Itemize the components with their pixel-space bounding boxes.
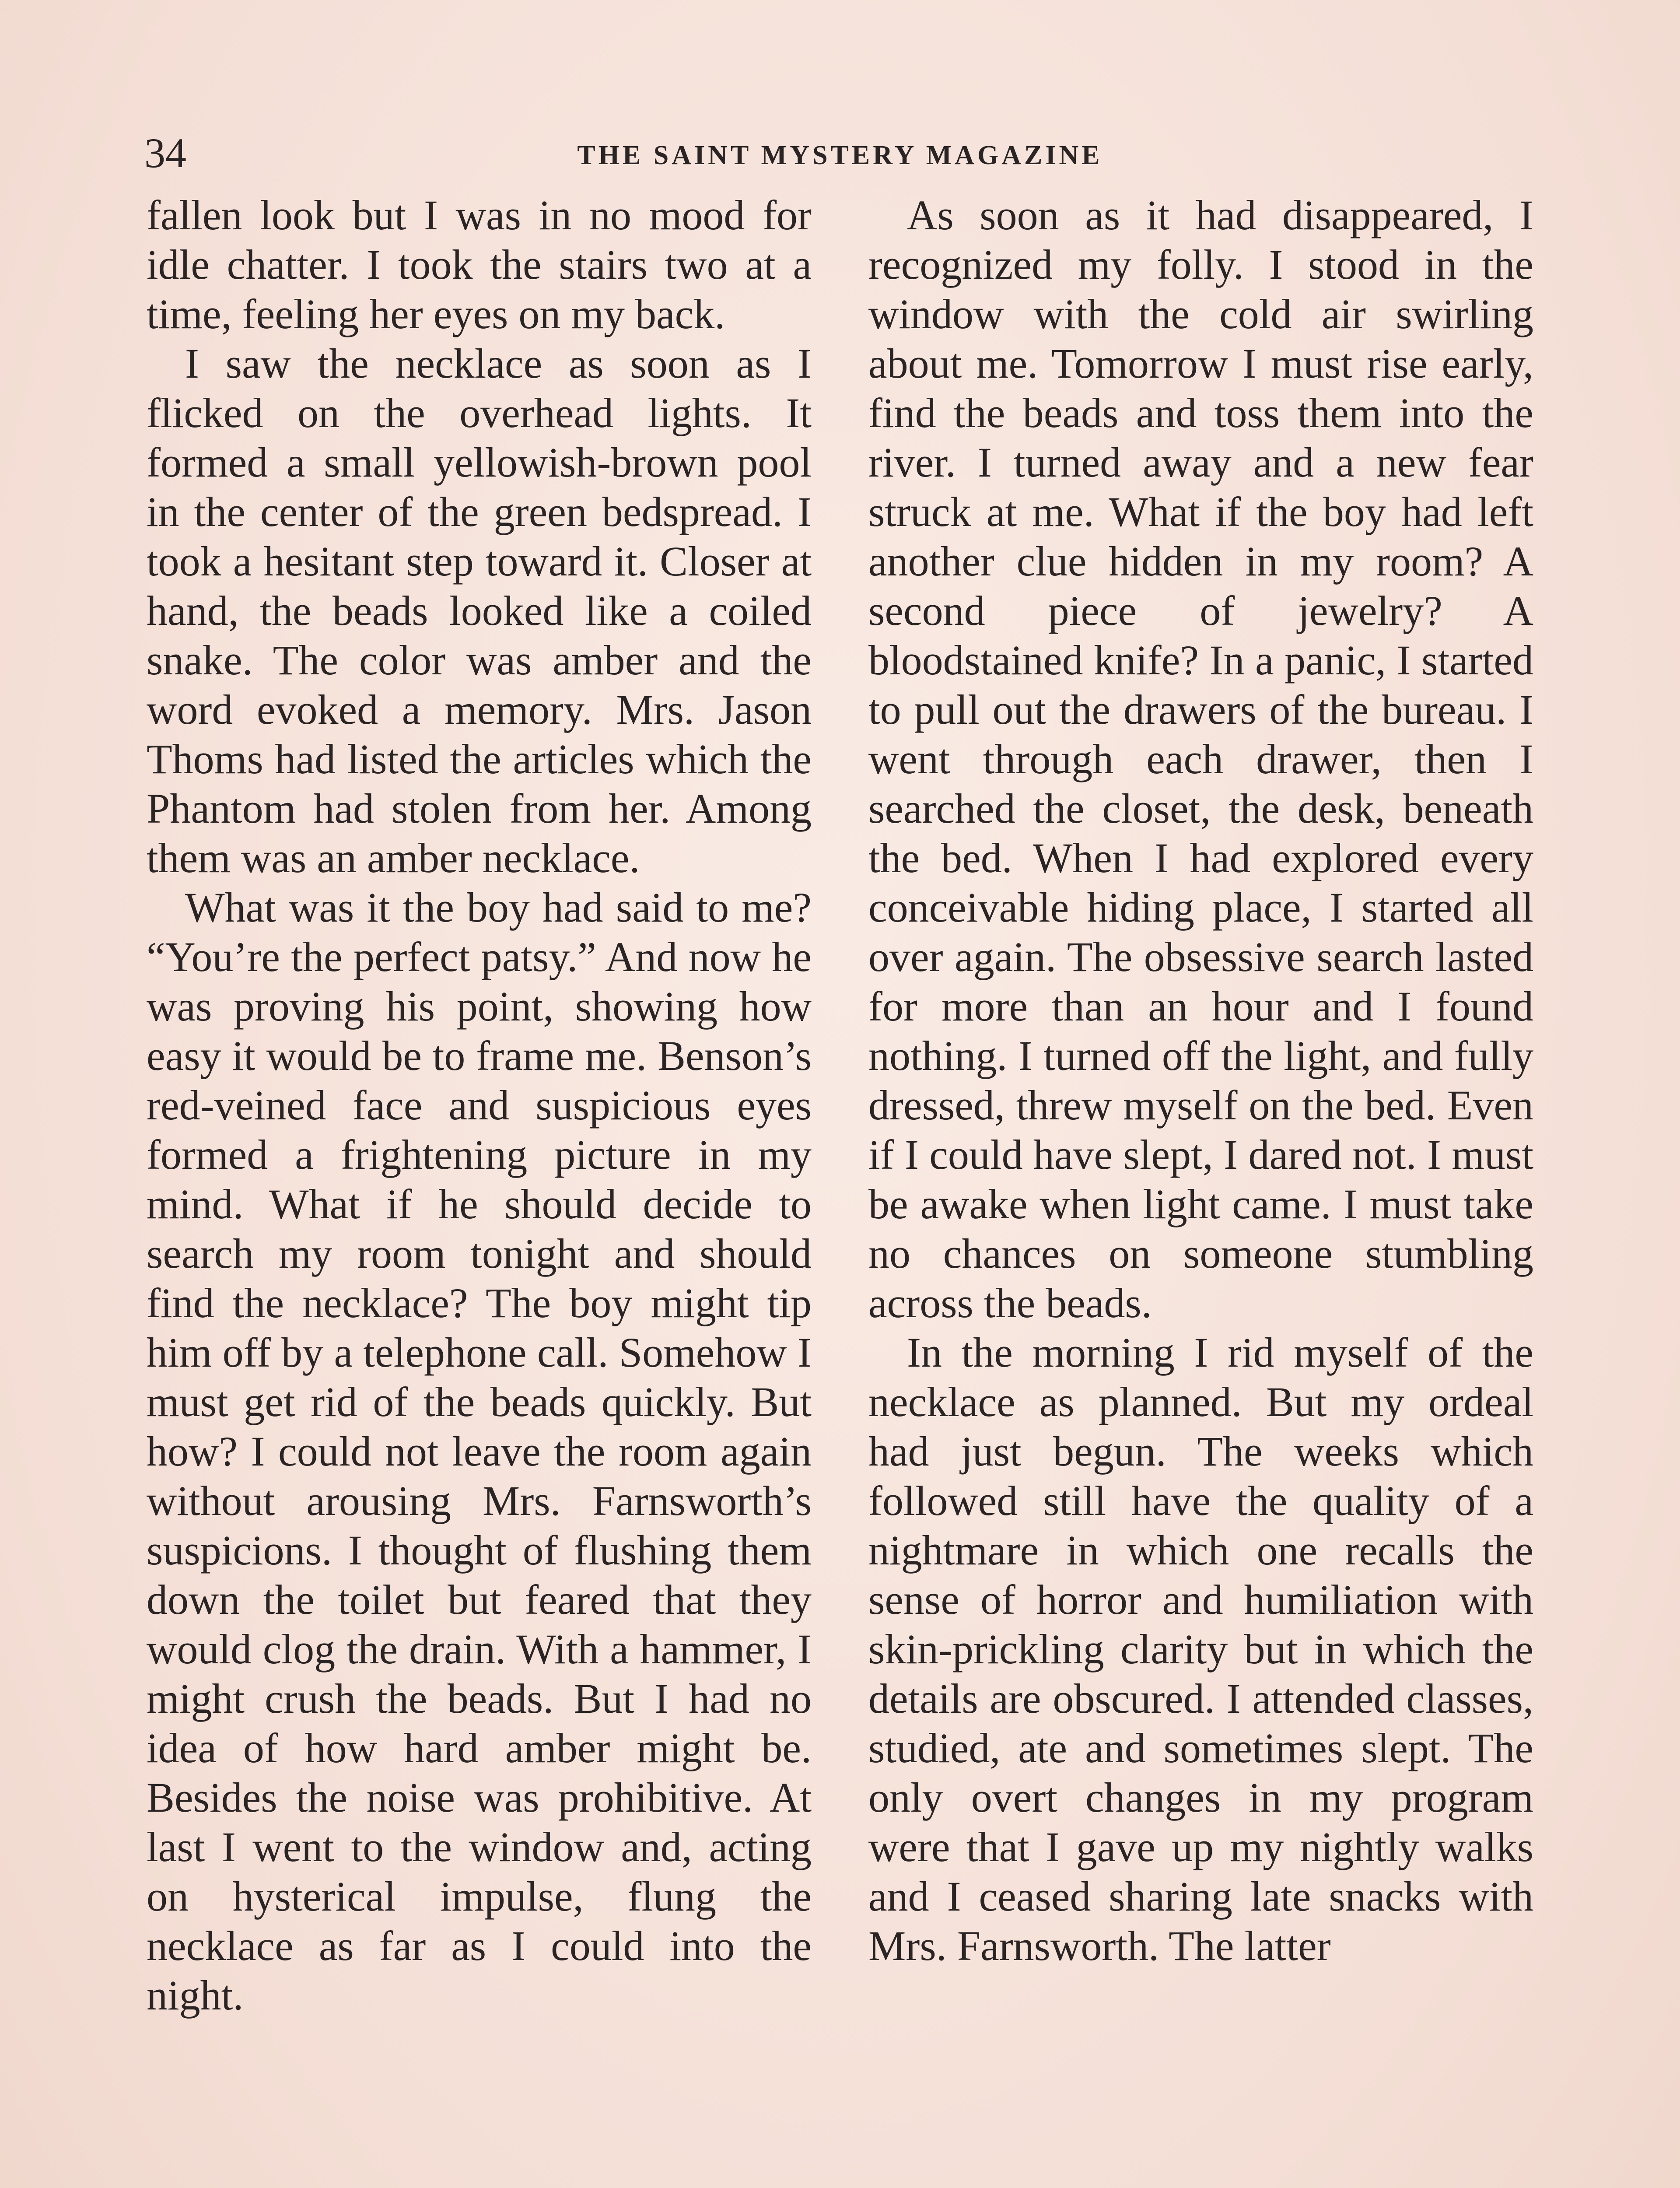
paragraph: As soon as it had disappeared, I recognized my folly. I stood in the window with the cold air swirling about me. Tomorrow I must rise early, find the beads and toss them into the river. I turned away and a new fear struck at me. What if the boy had left another clue hidden in my room? A second piece of jewelry? A bloodstained knife? In a panic, I started to pull out the drawers of the bureau. I went through each drawer, then I searched the closet, the desk, beneath the bed. When I had explored every conceivable hiding place, I started all over again. The obsessive search lasted for more than an hour and I found nothing. I turned off the light, and fully dressed, threw myself on the bed. Even if I could have slept, I dared not. I must be awake when light came. I must take no chances on someone stumbling across the beads. [868, 192, 1533, 1326]
running-title: THE SAINT MYSTERY MAGAZINE [577, 140, 1103, 170]
page-header [144, 127, 1536, 179]
right-column [868, 190, 1533, 1971]
paragraph: What was it the boy had said to me? “You’re the perfect patsy.” And now he was proving his point, showing how easy it would be to frame me. Benson’s red-veined face and suspicious eyes formed a frightening picture in my mind. What if he should decide to search my room tonight and should find the necklace? The boy might tip him off by a telephone call. Somehow I must get rid of the beads quickly. But how? I could not leave the room again without arousing Mrs. Farnsworth’s suspicions. I thought of flushing them down the toilet but feared that they would clog the drain. With a hammer, I might crush the beads. But I had no idea of how hard amber might be. Besides the noise was prohibitive. At last I went to the window and, acting on hysterical impulse, flung the necklace as far as I could into the night. [147, 884, 812, 2019]
paragraph: In the morning I rid myself of the necklace as planned. But my ordeal had just begun. The weeks which followed still have the quality of a nightmare in which one recalls the sense of horror and humiliation with skin-prickling clarity but in which the details are obscured. I attended classes, studied, ate and sometimes slept. The only overt changes in my program were that I gave up my nightly walks and I ceased sharing late snacks with Mrs. Farnsworth. The latter [868, 1329, 1533, 1969]
left-column [147, 190, 812, 2020]
paragraph: I saw the necklace as soon as I flicked on the overhead lights. It formed a small yellowish-brown pool in the center of the green bedspread. I took a hesitant step toward it. Closer at hand, the beads looked like a coiled snake. The color was amber and the word evoked a memory. Mrs. Jason Thoms had listed the articles which the Phantom had stolen from her. Among them was an amber necklace. [147, 340, 812, 881]
page-number: 34 [144, 130, 186, 176]
paragraph: fallen look but I was in no mood for idle chatter. I took the stairs two at a time, feeling her eyes on my back. [147, 192, 812, 337]
